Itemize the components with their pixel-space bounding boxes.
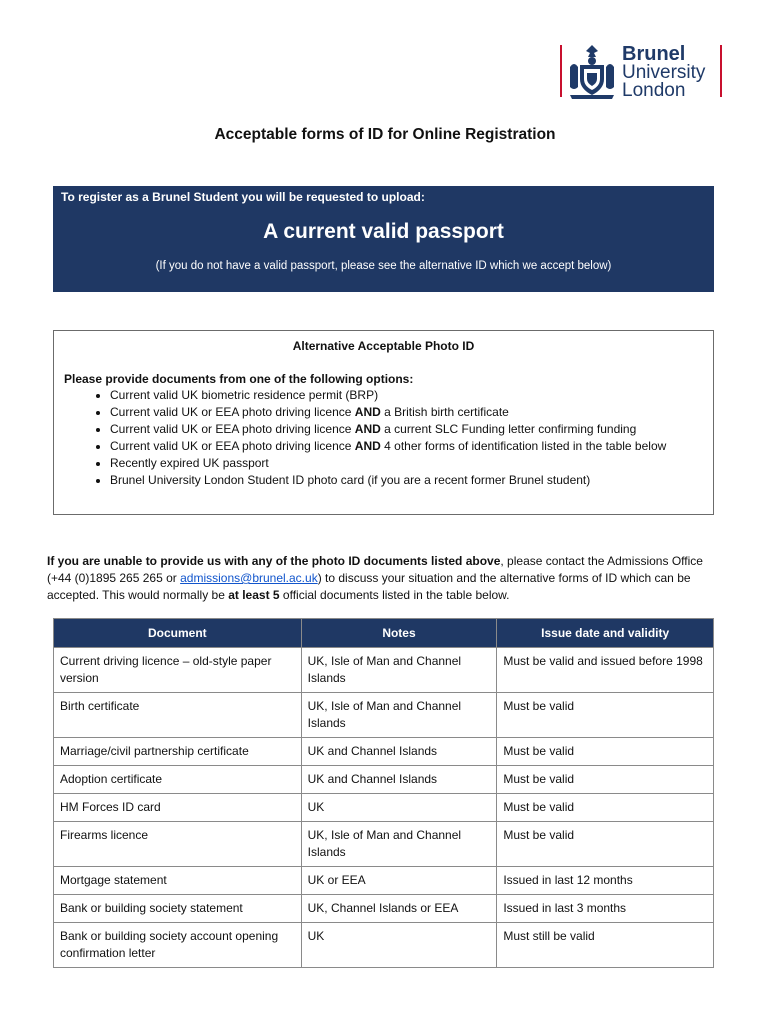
logo-text-london: London: [622, 80, 686, 101]
cell-notes: UK or EEA: [301, 867, 497, 895]
list-item: • Current valid UK or EEA photo driving licence AND 4 other forms of identification listed in the table below: [110, 438, 690, 455]
banner-sub: (If you do not have a valid passport, please see the alternative ID which we accept below): [155, 260, 612, 272]
contact-paragraph: If you are unable to provide us with any of the photo ID documents listed above, please contact the Admissions Office (+44 (0)1895 265 265 or admissions@brunel.ac.uk) to discuss your situation and the alternative forms of ID which can be accepted. This would normally be at least 5 official documents listed in the table below.: [47, 554, 703, 602]
cell-notes: UK, Isle of Man and Channel Islands: [301, 693, 497, 738]
cell-validity: Must still be valid: [497, 923, 714, 968]
admissions-email-link[interactable]: admissions@brunel.ac.uk: [180, 571, 318, 585]
header-notes: Notes: [301, 619, 497, 648]
table-row: [54, 923, 714, 968]
cell-notes: UK and Channel Islands: [301, 766, 497, 794]
cell-validity: Issued in last 12 months: [497, 867, 714, 895]
cell-notes: UK, Isle of Man and Channel Islands: [301, 648, 497, 693]
list-item: • Recently expired UK passport: [110, 455, 690, 472]
table-row: [54, 794, 714, 822]
cell-notes: UK and Channel Islands: [301, 738, 497, 766]
alternative-lead: Please provide documents from one of the following options:: [64, 372, 414, 386]
list-item: • Current valid UK biometric residence permit (BRP): [110, 387, 690, 404]
table-row: [54, 693, 714, 738]
alternative-heading: Alternative Acceptable Photo ID: [292, 339, 475, 353]
table-row: [54, 738, 714, 766]
banner-main: A current valid passport: [263, 220, 504, 243]
cell-validity: Issued in last 3 months: [497, 895, 714, 923]
list-item: • Current valid UK or EEA photo driving licence AND a current SLC Funding letter confirming funding: [110, 421, 690, 438]
cell-document: Current driving licence – old-style paper version: [54, 648, 302, 693]
table-row: [54, 648, 714, 693]
page-title: Acceptable forms of ID for Online Registration: [214, 126, 556, 143]
crest-icon: [566, 43, 618, 101]
table-row: [54, 766, 714, 794]
logo-divider-left: [560, 45, 562, 97]
cell-document: Marriage/civil partnership certificate: [54, 738, 302, 766]
banner-intro: To register as a Brunel Student you will be requested to upload:: [61, 190, 425, 204]
list-item: • Brunel University London Student ID photo card (if you are a recent former Brunel student): [110, 472, 690, 489]
cell-notes: UK: [301, 794, 497, 822]
alternative-list: [84, 387, 690, 489]
cell-validity: Must be valid: [497, 766, 714, 794]
table-header-row: [54, 619, 714, 648]
logo-text-brunel: Brunel: [622, 43, 686, 65]
cell-validity: Must be valid: [497, 693, 714, 738]
cell-validity: Must be valid: [497, 794, 714, 822]
cell-document: Adoption certificate: [54, 766, 302, 794]
logo-text-university: University: [622, 62, 706, 83]
passport-banner: [53, 186, 714, 292]
list-item: • Current valid UK or EEA photo driving licence AND a British birth certificate: [110, 404, 690, 421]
logo-divider-right: [720, 45, 722, 97]
brunel-logo: [560, 43, 726, 103]
table-row: [54, 895, 714, 923]
cell-notes: UK, Isle of Man and Channel Islands: [301, 822, 497, 867]
cell-notes: UK, Channel Islands or EEA: [301, 895, 497, 923]
header-validity: Issue date and validity: [497, 619, 714, 648]
cell-document: HM Forces ID card: [54, 794, 302, 822]
alternative-id-box: [53, 330, 714, 515]
cell-validity: Must be valid and issued before 1998: [497, 648, 714, 693]
cell-validity: Must be valid: [497, 738, 714, 766]
cell-document: Bank or building society statement: [54, 895, 302, 923]
info-bold-lead: If you are unable to provide us with any of the photo ID documents listed above: [47, 554, 501, 568]
table-row: [54, 822, 714, 867]
table-row: [54, 867, 714, 895]
cell-validity: Must be valid: [497, 822, 714, 867]
cell-document: Firearms licence: [54, 822, 302, 867]
documents-table: [53, 618, 714, 968]
cell-document: Mortgage statement: [54, 867, 302, 895]
info-bold-count: at least 5: [228, 588, 280, 602]
header-document: Document: [54, 619, 302, 648]
cell-document: Bank or building society account opening confirmation letter: [54, 923, 302, 968]
cell-notes: UK: [301, 923, 497, 968]
cell-document: Birth certificate: [54, 693, 302, 738]
